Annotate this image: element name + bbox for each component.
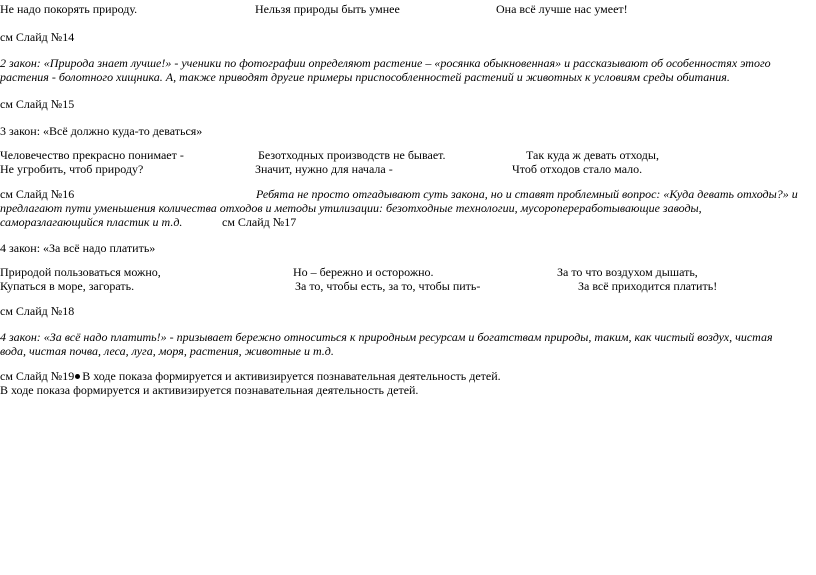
poem-3-line-2-col-1: Купаться в море, загорать. xyxy=(0,279,135,293)
slide-16-text-3: саморазлагающийся пластик и т.д. xyxy=(0,215,183,229)
poem-3-line-1-col-3: За то что воздухом дышать, xyxy=(557,265,698,279)
slide-15-ref: см Слайд №15 xyxy=(0,97,75,111)
slide-17-ref: см Слайд №17 xyxy=(222,215,297,229)
slide-16-ref: см Слайд №16 xyxy=(0,187,75,201)
slide-19-text: В ходе показа формируется и активизируется познавательная деятельность детей. xyxy=(82,369,501,383)
law-3-title: 3 закон: «Всё должно куда-то деваться» xyxy=(0,124,203,138)
slide-19-ref: см Слайд №19 xyxy=(0,369,75,383)
bullet-dot-icon xyxy=(75,374,80,379)
law-4-line-2: вода, чистая почва, леса, луга, моря, растения, животные и т.д. xyxy=(0,344,334,358)
law-2-line-2: растения - болотного хищника. А, также приводят другие примеры приспособленностей растений и животных к условиям среды обитания. xyxy=(0,70,730,84)
final-line: В ходе показа формируется и активизируется познавательная деятельность детей. xyxy=(0,383,419,397)
slide-18-ref: см Слайд №18 xyxy=(0,304,75,318)
poem-2-line-1-col-2: Безотходных производств не бывает. xyxy=(258,148,446,162)
poem-2-line-1-col-1: Человечество прекрасно понимает - xyxy=(0,148,184,162)
poem-3-line-2-col-2: За то, чтобы есть, за то, чтобы пить- xyxy=(295,279,481,293)
law-2-line-1: 2 закон: «Природа знает лучше!» - ученики по фотографии определяют растение – «росянка обыкновенная» и рассказывают об особенностях этого xyxy=(0,56,771,70)
poem-2-line-2-col-1: Не угробить, чтоб природу? xyxy=(0,162,144,176)
slide-19-line xyxy=(0,369,501,383)
law-4-title: 4 закон: «За всё надо платить» xyxy=(0,241,156,255)
poem-2-line-2-col-2: Значит, нужно для начала - xyxy=(255,162,393,176)
poem-1-col-1: Не надо покорять природу. xyxy=(0,2,138,16)
poem-3-line-2-col-3: За всё приходится платить! xyxy=(578,279,718,293)
poem-2-line-1-col-3: Так куда ж девать отходы, xyxy=(526,148,659,162)
poem-2-line-2-col-3: Чтоб отходов стало мало. xyxy=(512,162,643,176)
poem-3-line-1-col-1: Природой пользоваться можно, xyxy=(0,265,161,279)
slide-16-text-1: Ребята не просто отгадывают суть закона, но и ставят проблемный вопрос: «Куда девать отходы?» и xyxy=(256,187,798,201)
poem-3-line-1-col-2: Но – бережно и осторожно. xyxy=(293,265,434,279)
poem-1-col-3: Она всё лучше нас умеет! xyxy=(496,2,628,16)
slide-16-line-2: предлагают пути уменьшения количества отходов и методы утилизации: безотходные технологии, мусоропереработывающие заводы, xyxy=(0,201,702,215)
slide-14-ref: см Слайд №14 xyxy=(0,30,75,44)
poem-1-col-2: Нельзя природы быть умнее xyxy=(255,2,400,16)
law-4-line-1: 4 закон: «За всё надо платить!» - призывает бережно относиться к природным ресурсам и богатствам природы, таким, как чистый воздух, чистая xyxy=(0,330,773,344)
